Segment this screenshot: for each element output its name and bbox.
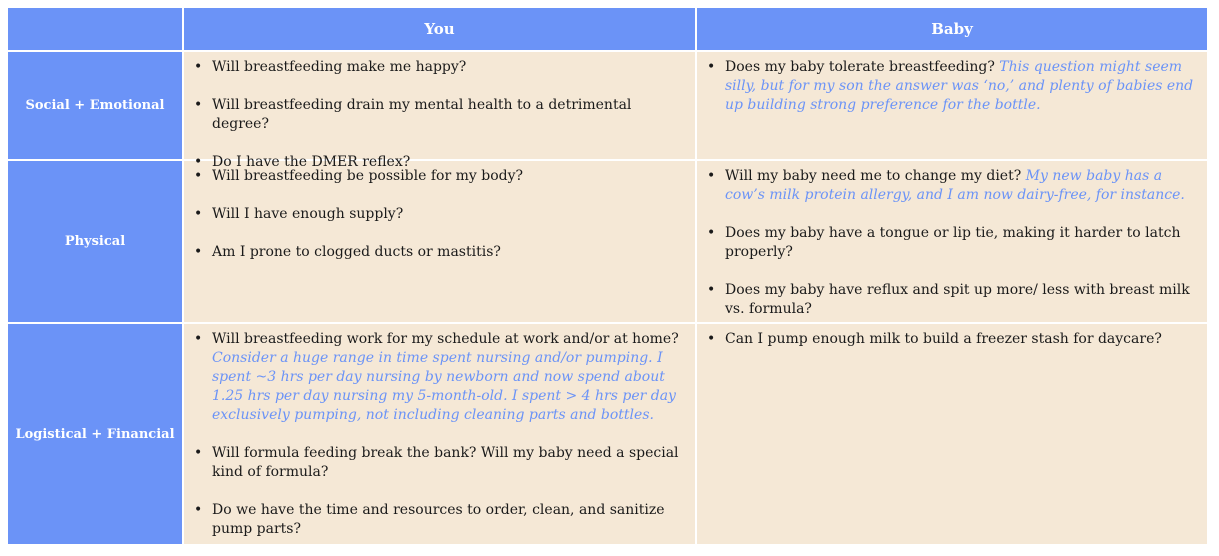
list-item: [707, 224, 1197, 262]
item-list: [705, 167, 1197, 319]
item-list: [192, 58, 685, 172]
item-note: Consider a huge range in time spent nursing and/or pumping. I spent ~3 hrs per day nursing by newborn and now spend about 1.25 hrs per day nursing my 5-month-old. I spent > 4 hrs per day exclusively pumping, not including cleaning parts and bottles.: [212, 350, 676, 423]
cell-social-emotional-baby: [697, 52, 1207, 159]
list-item: [194, 501, 685, 539]
cell-logistical-financial-you: [184, 324, 695, 544]
item-note: My new baby has a cow’s milk protein allergy, and I am now dairy-free, for instance.: [725, 168, 1185, 203]
bullet-icon: •: [194, 244, 203, 260]
item-list: [705, 58, 1197, 115]
item-text: Will I have enough supply?: [212, 206, 404, 222]
cell-physical-baby: [697, 161, 1207, 322]
item-text: Will breastfeeding work for my schedule at work and/or at home?: [212, 331, 679, 347]
item-text: Do I have the DMER reflex?: [212, 154, 411, 170]
list-item: [194, 58, 685, 77]
item-list: [705, 330, 1197, 349]
bullet-icon: •: [707, 168, 716, 184]
item-text: Do we have the time and resources to order, clean, and sanitize pump parts?: [212, 502, 665, 537]
list-item: [707, 167, 1197, 205]
bullet-icon: •: [707, 282, 716, 298]
item-text: Will my baby need me to change my diet?: [725, 168, 1022, 184]
comparison-table: [8, 8, 1207, 546]
bullet-icon: •: [194, 445, 203, 461]
list-item: [707, 281, 1197, 319]
item-text: Am I prone to clogged ducts or mastitis?: [212, 244, 501, 260]
bullet-icon: •: [194, 154, 203, 170]
item-text: Does my baby tolerate breastfeeding?: [725, 59, 995, 75]
list-item: [194, 96, 685, 134]
row-header-logistical-financial: Logistical + Financial: [8, 324, 182, 544]
corner-header: [8, 8, 182, 50]
column-header-you: You: [184, 8, 695, 50]
item-list: [192, 330, 685, 539]
bullet-icon: •: [194, 97, 203, 113]
bullet-icon: •: [194, 502, 203, 518]
row-header-social-emotional: Social + Emotional: [8, 52, 182, 159]
cell-logistical-financial-baby: [697, 324, 1207, 544]
item-text: Will breastfeeding make me happy?: [212, 59, 467, 75]
cell-social-emotional-you: [184, 52, 695, 170]
list-item: [194, 330, 685, 425]
item-text: Will breastfeeding be possible for my body?: [212, 168, 524, 184]
item-text: Does my baby have reflux and spit up more/ less with breast milk vs. formula?: [725, 282, 1190, 317]
cell-physical-you: [184, 161, 695, 322]
item-list: [192, 167, 685, 262]
bullet-icon: •: [707, 59, 716, 75]
list-item: [194, 167, 685, 186]
column-header-baby: Baby: [697, 8, 1207, 50]
list-item: [707, 330, 1197, 349]
item-text: Will breastfeeding drain my mental health to a detrimental degree?: [212, 97, 632, 132]
bullet-icon: •: [194, 206, 203, 222]
list-item: [194, 205, 685, 224]
list-item: [707, 58, 1197, 115]
bullet-icon: •: [194, 331, 203, 347]
bullet-icon: •: [707, 225, 716, 241]
row-header-physical: Physical: [8, 161, 182, 322]
item-note: This question might seem silly, but for my son the answer was ‘no,’ and plenty of babies end up building strong preference for the bottle.: [725, 59, 1194, 113]
bullet-icon: •: [194, 59, 203, 75]
item-text: Does my baby have a tongue or lip tie, making it harder to latch properly?: [725, 225, 1181, 260]
bullet-icon: •: [194, 168, 203, 184]
list-item: [194, 444, 685, 482]
item-text: Will formula feeding break the bank? Will my baby need a special kind of formula?: [212, 445, 679, 480]
item-text: Can I pump enough milk to build a freezer stash for daycare?: [725, 331, 1162, 347]
list-item: [194, 243, 685, 262]
bullet-icon: •: [707, 331, 716, 347]
